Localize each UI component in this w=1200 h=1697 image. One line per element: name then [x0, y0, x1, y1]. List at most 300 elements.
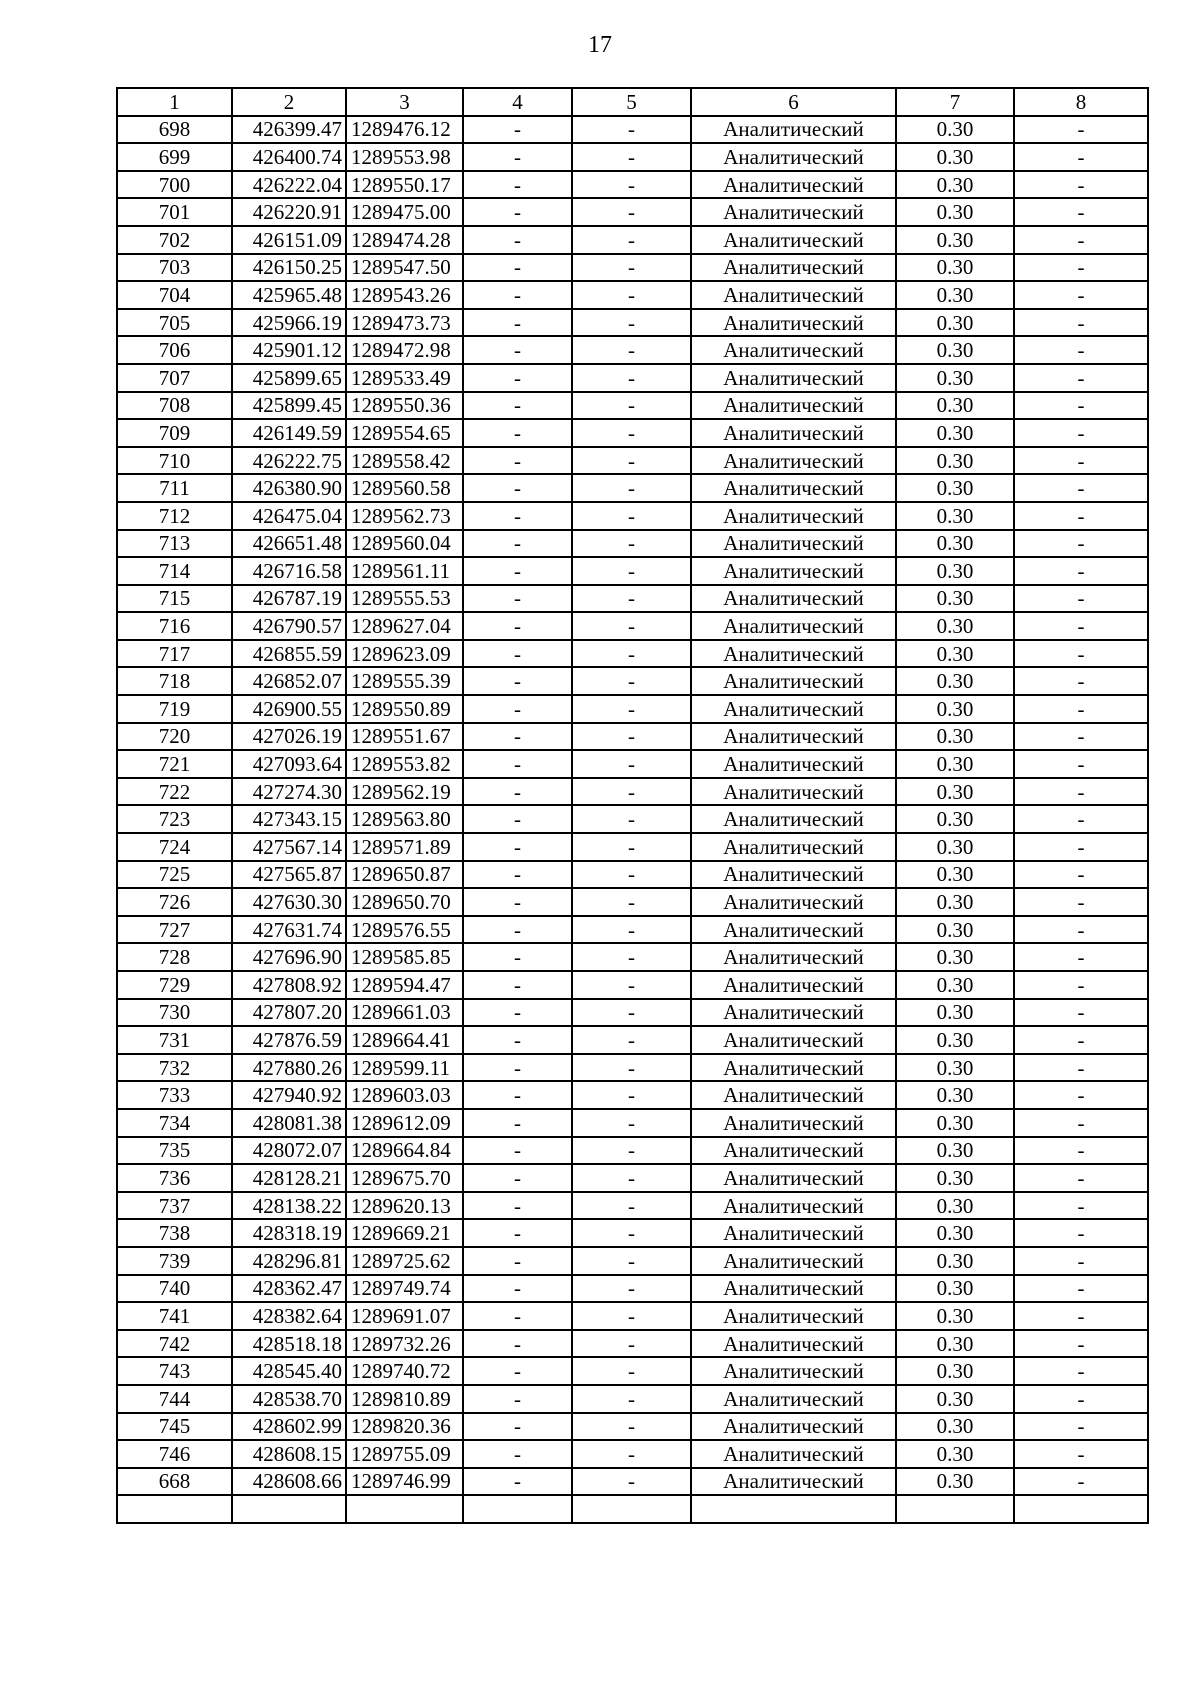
x-coordinate-cell: 427880.26	[232, 1054, 346, 1082]
accuracy-cell: 0.30	[896, 1302, 1014, 1330]
table-row	[117, 971, 1148, 999]
table-row	[117, 336, 1148, 364]
accuracy-cell: 0.30	[896, 1385, 1014, 1413]
table-row	[117, 916, 1148, 944]
accuracy-cell: 0.30	[896, 1357, 1014, 1385]
x-coordinate-cell: 426149.59	[232, 419, 346, 447]
method-cell: Аналитический	[691, 1137, 896, 1165]
table-row	[117, 1247, 1148, 1275]
column-5-cell: -	[572, 695, 691, 723]
x-coordinate-cell: 427696.90	[232, 943, 346, 971]
accuracy-cell: 0.30	[896, 778, 1014, 806]
column-5-cell: -	[572, 888, 691, 916]
table-row	[117, 254, 1148, 282]
table-row	[117, 888, 1148, 916]
column-5-cell: -	[572, 1247, 691, 1275]
column-8-cell: -	[1014, 143, 1148, 171]
x-coordinate-cell: 426150.25	[232, 254, 346, 282]
column-4-cell: -	[463, 143, 572, 171]
x-coordinate-cell: 428538.70	[232, 1385, 346, 1413]
method-cell: Аналитический	[691, 1385, 896, 1413]
table-row	[117, 1330, 1148, 1358]
method-cell: Аналитический	[691, 833, 896, 861]
column-5-cell: -	[572, 999, 691, 1027]
point-number-cell	[117, 1495, 232, 1523]
column-8-cell: -	[1014, 916, 1148, 944]
method-cell: Аналитический	[691, 364, 896, 392]
column-5-cell: -	[572, 1385, 691, 1413]
table-row	[117, 1385, 1148, 1413]
column-8-cell: -	[1014, 1357, 1148, 1385]
x-coordinate-cell: 425901.12	[232, 336, 346, 364]
x-coordinate-cell: 428518.18	[232, 1330, 346, 1358]
column-8-cell: -	[1014, 723, 1148, 751]
method-cell: Аналитический	[691, 474, 896, 502]
point-number-cell: 744	[117, 1385, 232, 1413]
column-8-cell: -	[1014, 1192, 1148, 1220]
column-header: 7	[896, 88, 1014, 116]
point-number-cell: 733	[117, 1081, 232, 1109]
y-coordinate-cell: 1289612.09	[346, 1109, 463, 1137]
column-4-cell: -	[463, 916, 572, 944]
y-coordinate-cell: 1289533.49	[346, 364, 463, 392]
accuracy-cell: 0.30	[896, 364, 1014, 392]
method-cell: Аналитический	[691, 1468, 896, 1496]
column-4-cell: -	[463, 281, 572, 309]
table-row	[117, 667, 1148, 695]
x-coordinate-cell: 426787.19	[232, 585, 346, 613]
y-coordinate-cell: 1289664.41	[346, 1026, 463, 1054]
column-4-cell: -	[463, 364, 572, 392]
column-8-cell: -	[1014, 1330, 1148, 1358]
y-coordinate-cell: 1289555.39	[346, 667, 463, 695]
point-number-cell: 724	[117, 833, 232, 861]
column-4-cell: -	[463, 1413, 572, 1441]
column-8-cell: -	[1014, 530, 1148, 558]
table-row	[117, 943, 1148, 971]
table-body	[117, 116, 1148, 1523]
column-4-cell: -	[463, 612, 572, 640]
y-coordinate-cell: 1289472.98	[346, 336, 463, 364]
point-number-cell: 711	[117, 474, 232, 502]
x-coordinate-cell: 428382.64	[232, 1302, 346, 1330]
y-coordinate-cell: 1289749.74	[346, 1275, 463, 1303]
point-number-cell: 737	[117, 1192, 232, 1220]
column-4-cell: -	[463, 474, 572, 502]
accuracy-cell: 0.30	[896, 392, 1014, 420]
column-8-cell: -	[1014, 1164, 1148, 1192]
y-coordinate-cell: 1289746.99	[346, 1468, 463, 1496]
column-4-cell: -	[463, 861, 572, 889]
column-5-cell: -	[572, 1219, 691, 1247]
column-5-cell: -	[572, 833, 691, 861]
accuracy-cell: 0.30	[896, 254, 1014, 282]
point-number-cell: 739	[117, 1247, 232, 1275]
column-4-cell: -	[463, 419, 572, 447]
method-cell: Аналитический	[691, 612, 896, 640]
method-cell: Аналитический	[691, 309, 896, 337]
x-coordinate-cell: 428081.38	[232, 1109, 346, 1137]
table-row	[117, 805, 1148, 833]
column-5-cell: -	[572, 916, 691, 944]
x-coordinate-cell: 426855.59	[232, 640, 346, 668]
y-coordinate-cell: 1289755.09	[346, 1440, 463, 1468]
method-cell: Аналитический	[691, 447, 896, 475]
accuracy-cell: 0.30	[896, 1137, 1014, 1165]
accuracy-cell: 0.30	[896, 281, 1014, 309]
y-coordinate-cell: 1289550.17	[346, 171, 463, 199]
y-coordinate-cell: 1289820.36	[346, 1413, 463, 1441]
column-4-cell	[463, 1495, 572, 1523]
y-coordinate-cell: 1289553.82	[346, 750, 463, 778]
y-coordinate-cell: 1289664.84	[346, 1137, 463, 1165]
table-row	[117, 695, 1148, 723]
point-number-cell: 698	[117, 116, 232, 144]
column-8-cell: -	[1014, 1109, 1148, 1137]
method-cell: Аналитический	[691, 585, 896, 613]
column-4-cell: -	[463, 530, 572, 558]
method-cell: Аналитический	[691, 254, 896, 282]
table-row	[117, 1440, 1148, 1468]
column-5-cell: -	[572, 971, 691, 999]
point-number-cell: 720	[117, 723, 232, 751]
y-coordinate-cell: 1289476.12	[346, 116, 463, 144]
x-coordinate-cell: 425899.45	[232, 392, 346, 420]
point-number-cell: 725	[117, 861, 232, 889]
table-row	[117, 833, 1148, 861]
y-coordinate-cell: 1289740.72	[346, 1357, 463, 1385]
accuracy-cell: 0.30	[896, 1413, 1014, 1441]
x-coordinate-cell: 428318.19	[232, 1219, 346, 1247]
accuracy-cell: 0.30	[896, 1192, 1014, 1220]
point-number-cell: 721	[117, 750, 232, 778]
table-row	[117, 640, 1148, 668]
x-coordinate-cell: 427274.30	[232, 778, 346, 806]
method-cell: Аналитический	[691, 1275, 896, 1303]
column-8-cell: -	[1014, 1054, 1148, 1082]
accuracy-cell: 0.30	[896, 198, 1014, 226]
accuracy-cell: 0.30	[896, 1247, 1014, 1275]
table-row	[117, 1164, 1148, 1192]
method-cell: Аналитический	[691, 1413, 896, 1441]
y-coordinate-cell: 1289553.98	[346, 143, 463, 171]
column-8-cell: -	[1014, 254, 1148, 282]
column-5-cell: -	[572, 254, 691, 282]
x-coordinate-cell: 428608.15	[232, 1440, 346, 1468]
column-8-cell: -	[1014, 557, 1148, 585]
x-coordinate-cell: 426400.74	[232, 143, 346, 171]
page-number: 17	[588, 32, 612, 58]
y-coordinate-cell: 1289603.03	[346, 1081, 463, 1109]
point-number-cell: 668	[117, 1468, 232, 1496]
column-8-cell: -	[1014, 750, 1148, 778]
method-cell: Аналитический	[691, 171, 896, 199]
column-5-cell: -	[572, 281, 691, 309]
column-4-cell: -	[463, 999, 572, 1027]
column-4-cell: -	[463, 1081, 572, 1109]
column-8-cell: -	[1014, 447, 1148, 475]
table-row	[117, 1357, 1148, 1385]
column-8-cell: -	[1014, 198, 1148, 226]
column-8-cell: -	[1014, 778, 1148, 806]
point-number-cell: 712	[117, 502, 232, 530]
column-4-cell: -	[463, 971, 572, 999]
table-row	[117, 1413, 1148, 1441]
column-4-cell: -	[463, 1026, 572, 1054]
x-coordinate-cell: 428138.22	[232, 1192, 346, 1220]
y-coordinate-cell: 1289810.89	[346, 1385, 463, 1413]
column-4-cell: -	[463, 640, 572, 668]
point-number-cell: 723	[117, 805, 232, 833]
y-coordinate-cell: 1289623.09	[346, 640, 463, 668]
accuracy-cell: 0.30	[896, 171, 1014, 199]
column-4-cell: -	[463, 805, 572, 833]
x-coordinate-cell: 425966.19	[232, 309, 346, 337]
accuracy-cell: 0.30	[896, 861, 1014, 889]
column-8-cell: -	[1014, 695, 1148, 723]
table-row	[117, 750, 1148, 778]
column-5-cell: -	[572, 1330, 691, 1358]
table-row	[117, 392, 1148, 420]
y-coordinate-cell: 1289473.73	[346, 309, 463, 337]
y-coordinate-cell: 1289627.04	[346, 612, 463, 640]
y-coordinate-cell: 1289563.80	[346, 805, 463, 833]
y-coordinate-cell: 1289555.53	[346, 585, 463, 613]
point-number-cell: 714	[117, 557, 232, 585]
y-coordinate-cell: 1289571.89	[346, 833, 463, 861]
x-coordinate-cell	[232, 1495, 346, 1523]
y-coordinate-cell	[346, 1495, 463, 1523]
y-coordinate-cell: 1289669.21	[346, 1219, 463, 1247]
column-8-cell: -	[1014, 612, 1148, 640]
y-coordinate-cell: 1289560.58	[346, 474, 463, 502]
accuracy-cell: 0.30	[896, 723, 1014, 751]
x-coordinate-cell: 427026.19	[232, 723, 346, 751]
point-number-cell: 736	[117, 1164, 232, 1192]
accuracy-cell: 0.30	[896, 667, 1014, 695]
column-8-cell: -	[1014, 888, 1148, 916]
column-8-cell: -	[1014, 116, 1148, 144]
column-5-cell: -	[572, 1468, 691, 1496]
y-coordinate-cell: 1289675.70	[346, 1164, 463, 1192]
accuracy-cell: 0.30	[896, 585, 1014, 613]
table-row	[117, 226, 1148, 254]
column-5-cell: -	[572, 1081, 691, 1109]
point-number-cell: 740	[117, 1275, 232, 1303]
column-4-cell: -	[463, 1109, 572, 1137]
table-row	[117, 530, 1148, 558]
x-coordinate-cell: 427093.64	[232, 750, 346, 778]
accuracy-cell: 0.30	[896, 143, 1014, 171]
column-5-cell: -	[572, 1137, 691, 1165]
column-4-cell: -	[463, 116, 572, 144]
accuracy-cell: 0.30	[896, 474, 1014, 502]
point-number-cell: 705	[117, 309, 232, 337]
point-number-cell: 703	[117, 254, 232, 282]
column-8-cell: -	[1014, 943, 1148, 971]
table-row	[117, 309, 1148, 337]
accuracy-cell: 0.30	[896, 1219, 1014, 1247]
table-row	[117, 1109, 1148, 1137]
accuracy-cell: 0.30	[896, 999, 1014, 1027]
accuracy-cell: 0.30	[896, 1275, 1014, 1303]
x-coordinate-cell: 426790.57	[232, 612, 346, 640]
y-coordinate-cell: 1289554.65	[346, 419, 463, 447]
method-cell: Аналитический	[691, 1192, 896, 1220]
table-row	[117, 198, 1148, 226]
column-header: 3	[346, 88, 463, 116]
point-number-cell: 743	[117, 1357, 232, 1385]
table-row	[117, 557, 1148, 585]
x-coordinate-cell: 427876.59	[232, 1026, 346, 1054]
column-5-cell: -	[572, 1192, 691, 1220]
column-header: 8	[1014, 88, 1148, 116]
column-5-cell: -	[572, 750, 691, 778]
x-coordinate-cell: 426220.91	[232, 198, 346, 226]
accuracy-cell: 0.30	[896, 502, 1014, 530]
column-4-cell: -	[463, 1054, 572, 1082]
column-8-cell: -	[1014, 1468, 1148, 1496]
point-number-cell: 742	[117, 1330, 232, 1358]
method-cell: Аналитический	[691, 116, 896, 144]
column-8-cell: -	[1014, 1026, 1148, 1054]
table-row	[117, 1192, 1148, 1220]
column-4-cell: -	[463, 1468, 572, 1496]
method-cell: Аналитический	[691, 1330, 896, 1358]
column-4-cell: -	[463, 750, 572, 778]
column-4-cell: -	[463, 943, 572, 971]
x-coordinate-cell: 427565.87	[232, 861, 346, 889]
column-4-cell: -	[463, 1275, 572, 1303]
method-cell: Аналитический	[691, 999, 896, 1027]
method-cell: Аналитический	[691, 336, 896, 364]
column-4-cell: -	[463, 171, 572, 199]
method-cell: Аналитический	[691, 1440, 896, 1468]
y-coordinate-cell: 1289562.73	[346, 502, 463, 530]
point-number-cell: 727	[117, 916, 232, 944]
column-4-cell: -	[463, 502, 572, 530]
accuracy-cell: 0.30	[896, 226, 1014, 254]
table-row	[117, 1026, 1148, 1054]
column-8-cell: -	[1014, 1081, 1148, 1109]
x-coordinate-cell: 427631.74	[232, 916, 346, 944]
method-cell: Аналитический	[691, 281, 896, 309]
column-5-cell: -	[572, 198, 691, 226]
x-coordinate-cell: 426222.04	[232, 171, 346, 199]
method-cell: Аналитический	[691, 226, 896, 254]
column-8-cell: -	[1014, 585, 1148, 613]
point-number-cell: 746	[117, 1440, 232, 1468]
y-coordinate-cell: 1289732.26	[346, 1330, 463, 1358]
x-coordinate-cell: 426380.90	[232, 474, 346, 502]
x-coordinate-cell: 427808.92	[232, 971, 346, 999]
column-5-cell: -	[572, 585, 691, 613]
point-number-cell: 745	[117, 1413, 232, 1441]
point-number-cell: 732	[117, 1054, 232, 1082]
column-5-cell: -	[572, 1164, 691, 1192]
y-coordinate-cell: 1289661.03	[346, 999, 463, 1027]
y-coordinate-cell: 1289562.19	[346, 778, 463, 806]
x-coordinate-cell: 428545.40	[232, 1357, 346, 1385]
column-8-cell: -	[1014, 999, 1148, 1027]
point-number-cell: 741	[117, 1302, 232, 1330]
accuracy-cell: 0.30	[896, 1109, 1014, 1137]
y-coordinate-cell: 1289599.11	[346, 1054, 463, 1082]
column-8-cell: -	[1014, 336, 1148, 364]
x-coordinate-cell: 427567.14	[232, 833, 346, 861]
column-5-cell: -	[572, 116, 691, 144]
column-8-cell: -	[1014, 502, 1148, 530]
method-cell: Аналитический	[691, 1219, 896, 1247]
accuracy-cell: 0.30	[896, 640, 1014, 668]
column-8-cell: -	[1014, 861, 1148, 889]
method-cell: Аналитический	[691, 805, 896, 833]
accuracy-cell: 0.30	[896, 419, 1014, 447]
method-cell: Аналитический	[691, 419, 896, 447]
column-5-cell: -	[572, 943, 691, 971]
table-row	[117, 447, 1148, 475]
method-cell: Аналитический	[691, 723, 896, 751]
x-coordinate-cell: 426651.48	[232, 530, 346, 558]
point-number-cell: 738	[117, 1219, 232, 1247]
method-cell: Аналитический	[691, 861, 896, 889]
y-coordinate-cell: 1289543.26	[346, 281, 463, 309]
column-8-cell: -	[1014, 1302, 1148, 1330]
x-coordinate-cell: 426151.09	[232, 226, 346, 254]
column-5-cell: -	[572, 1357, 691, 1385]
column-4-cell: -	[463, 309, 572, 337]
y-coordinate-cell: 1289650.87	[346, 861, 463, 889]
point-number-cell: 701	[117, 198, 232, 226]
column-header: 2	[232, 88, 346, 116]
column-4-cell: -	[463, 1302, 572, 1330]
table-row	[117, 143, 1148, 171]
accuracy-cell: 0.30	[896, 916, 1014, 944]
table-row	[117, 861, 1148, 889]
column-4-cell: -	[463, 1219, 572, 1247]
column-5-cell: -	[572, 309, 691, 337]
column-header: 4	[463, 88, 572, 116]
point-number-cell: 713	[117, 530, 232, 558]
column-8-cell: -	[1014, 667, 1148, 695]
column-5-cell: -	[572, 474, 691, 502]
column-5-cell: -	[572, 1413, 691, 1441]
accuracy-cell: 0.30	[896, 888, 1014, 916]
column-8-cell: -	[1014, 1413, 1148, 1441]
table-row	[117, 502, 1148, 530]
x-coordinate-cell: 426852.07	[232, 667, 346, 695]
point-number-cell: 707	[117, 364, 232, 392]
column-4-cell: -	[463, 392, 572, 420]
point-number-cell: 734	[117, 1109, 232, 1137]
y-coordinate-cell: 1289550.89	[346, 695, 463, 723]
table-row	[117, 281, 1148, 309]
x-coordinate-cell: 426475.04	[232, 502, 346, 530]
x-coordinate-cell: 425899.65	[232, 364, 346, 392]
x-coordinate-cell: 428072.07	[232, 1137, 346, 1165]
column-5-cell: -	[572, 557, 691, 585]
column-5-cell: -	[572, 723, 691, 751]
x-coordinate-cell: 426222.75	[232, 447, 346, 475]
coordinates-table	[116, 87, 1149, 1524]
table-row	[117, 585, 1148, 613]
column-8-cell: -	[1014, 1440, 1148, 1468]
method-cell: Аналитический	[691, 1247, 896, 1275]
column-5-cell: -	[572, 778, 691, 806]
accuracy-cell: 0.30	[896, 805, 1014, 833]
column-8-cell: -	[1014, 833, 1148, 861]
point-number-cell: 708	[117, 392, 232, 420]
